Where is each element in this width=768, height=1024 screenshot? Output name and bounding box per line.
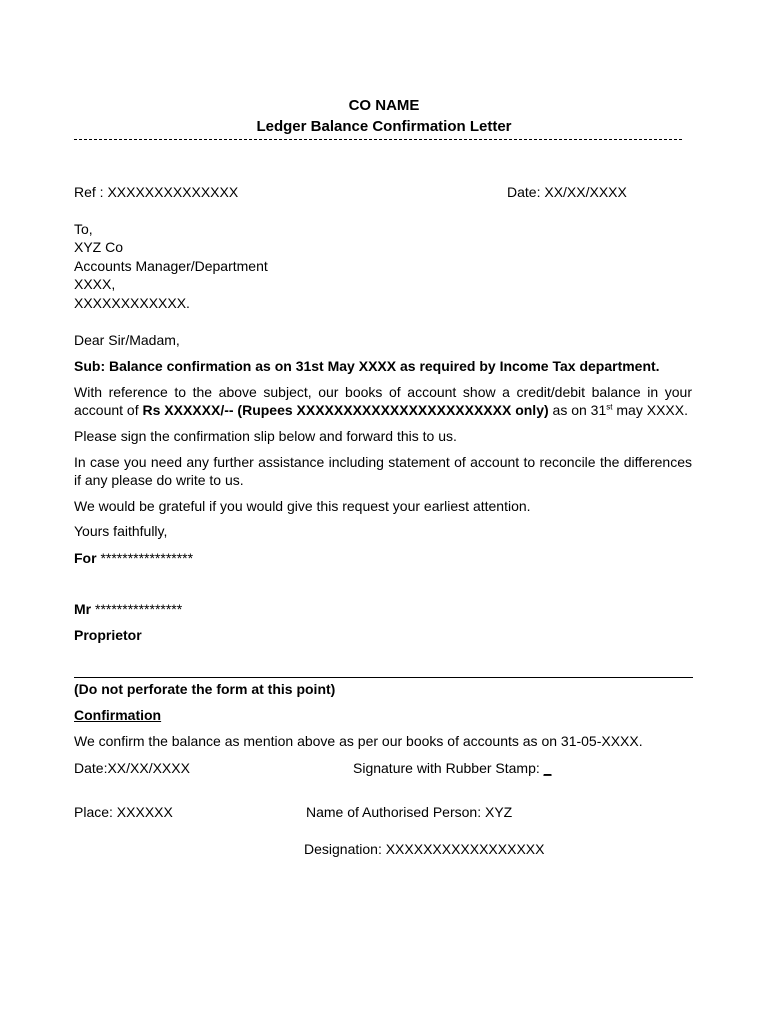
address-company: XYZ Co [74, 239, 124, 255]
dashed-divider [74, 139, 682, 140]
signatory-role: Proprietor [74, 627, 142, 643]
body-paragraph-3: In case you need any further assistance including statement of account to reconcile the differences if any please do write to us. [74, 454, 692, 488]
perforation-notice: (Do not perforate the form at this point) [74, 681, 336, 697]
slip-place: Place: XXXXXX [74, 804, 173, 820]
address-to: To, [74, 221, 93, 237]
signatory-name [74, 600, 182, 618]
subject-line: Sub: Balance confirmation as on 31st May XXXX as required by Income Tax department. [74, 358, 660, 374]
signature-label: Signature with Rubber Stamp: [353, 760, 544, 776]
signature-blank: _ [543, 760, 552, 776]
signature-field [353, 759, 551, 777]
body-text: With reference to the above subject, our books of account show a credit/debit balance in your account of [74, 384, 692, 418]
body-paragraph-2: Please sign the confirmation slip below and forward this to us. [74, 428, 457, 444]
balance-amount: Rs XXXXXX/-- (Rupees XXXXXXXXXXXXXXXXXXXXXXX only) [142, 402, 549, 418]
designation: Designation: XXXXXXXXXXXXXXXXX [304, 841, 545, 857]
body-text: as on 31 [548, 402, 607, 418]
confirmation-heading: Confirmation [74, 707, 162, 723]
reference-number: Ref : XXXXXXXXXXXXXX [74, 184, 239, 200]
authorised-person: Name of Authorised Person: XYZ [306, 804, 513, 820]
body-text: may XXXX. [612, 402, 688, 418]
slip-divider [74, 677, 693, 678]
ordinal-suffix: st [606, 402, 613, 412]
company-name: CO NAME [348, 97, 420, 114]
address-line-3: XXXX, [74, 276, 116, 292]
slip-date: Date:XX/XX/XXXX [74, 760, 190, 776]
salutation: Dear Sir/Madam, [74, 332, 180, 348]
letter-date: Date: XX/XX/XXXX [507, 184, 627, 200]
address-line-4: XXXXXXXXXXXX. [74, 295, 190, 311]
closing-for [74, 549, 193, 567]
for-value: ***************** [96, 550, 194, 566]
body-paragraph-1 [74, 383, 692, 419]
mr-value: **************** [91, 601, 183, 617]
body-paragraph-4: We would be grateful if you would give this request your earliest attention. [74, 498, 531, 514]
for-label: For [74, 550, 97, 566]
mr-label: Mr [74, 601, 92, 617]
letter-title: Ledger Balance Confirmation Letter [256, 118, 512, 135]
confirmation-statement: We confirm the balance as mention above as per our books of accounts as on 31-05-XXXX. [74, 733, 643, 749]
closing-yours-faithfully: Yours faithfully, [74, 523, 168, 539]
address-department: Accounts Manager/Department [74, 258, 268, 274]
